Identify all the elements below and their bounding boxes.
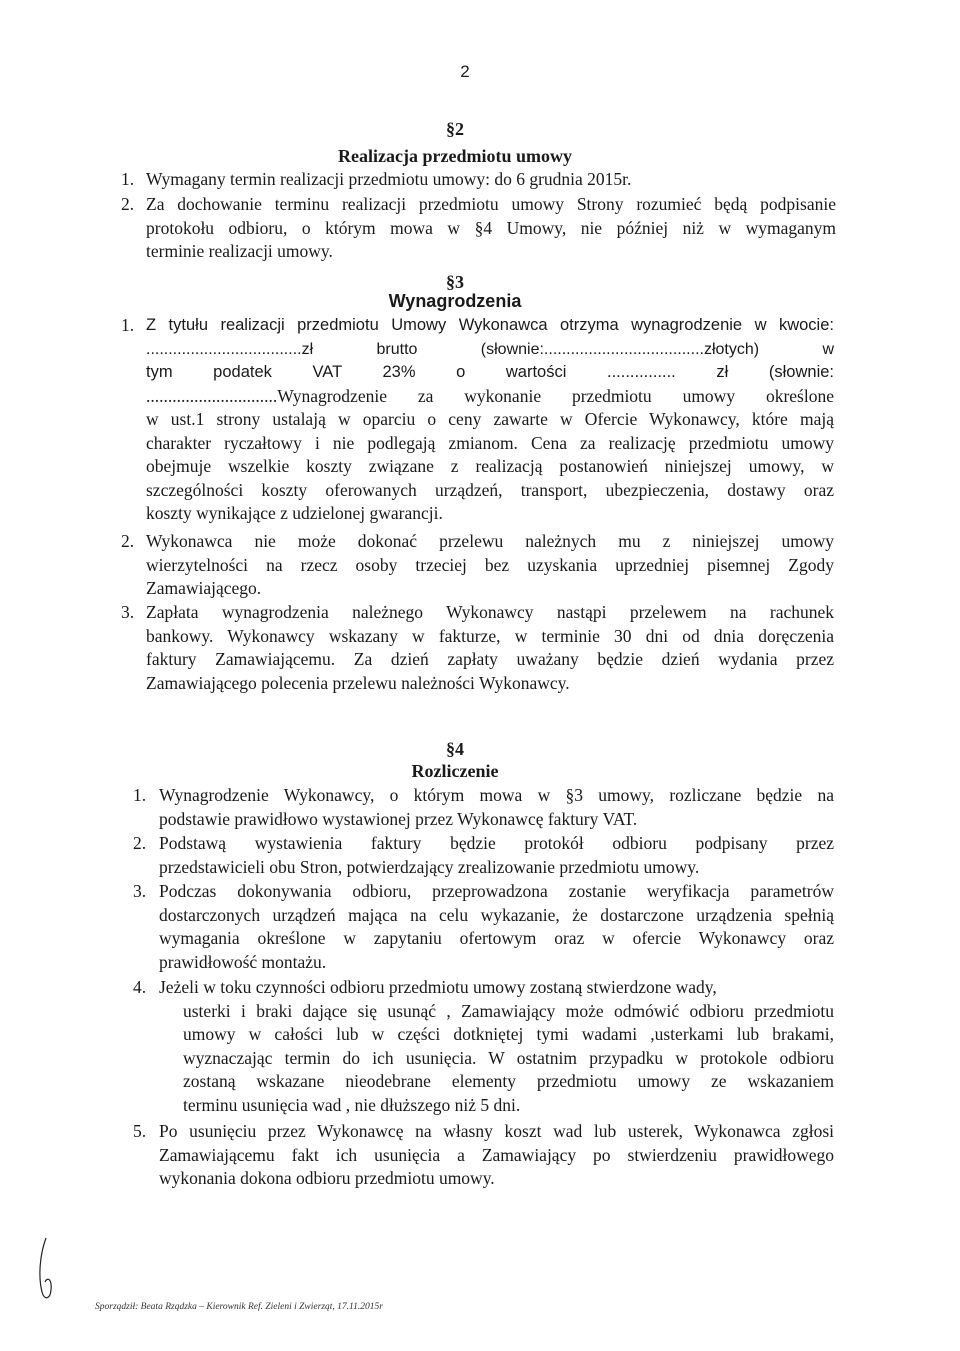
item-line: prawidłowość montażu.	[159, 951, 327, 972]
item-number: 2.	[121, 531, 135, 551]
item-line: terminu usunięcia wad , nie dłuższego niż 5 dni.	[183, 1094, 521, 1115]
item-number: 2.	[133, 833, 147, 853]
item-line: obejmuje wszelkie koszty związane z realizacją postanowień niniejszej umowy, w	[146, 456, 834, 476]
item-line: Podczas dokonywania odbioru, przeprowadzona zostanie weryfikacja parametrów	[159, 881, 834, 901]
item-line: Zapłata wynagrodzenia należnego Wykonawcy nastąpi przelewem na rachunek	[146, 602, 834, 622]
item-line: Zamawiającego.	[146, 578, 262, 598]
section-4-title: Rozliczenie	[411, 761, 499, 781]
item-number: 3.	[133, 881, 147, 901]
section-3-symbol: §3	[446, 272, 464, 292]
item-number: 3.	[121, 602, 135, 622]
item-line: wierzytelności na rzecz osoby trzeciej bez uzyskania uprzedniej pisemnej Zgody	[146, 554, 834, 575]
item-line: Zamawiającemu fakt ich usunięcia a Zamawiający po stwierdzeniu prawidłowego	[159, 1144, 834, 1165]
item-number: 1.	[121, 169, 135, 189]
page-number: 2	[460, 62, 470, 81]
item-line: Za dochowanie terminu realizacji przedmiotu umowy Strony rozumieć będą podpisanie	[146, 194, 836, 214]
item-line: w ust.1 strony ustalają w oparciu o ceny zawarte w Ofercie Wykonawcy, które mają	[146, 409, 834, 429]
item-line: zostaną wskazane nieodebrane elementy przedmiotu umowy ze wskazaniem	[183, 1071, 834, 1091]
item-line: Zamawiającego polecenia przelewu należności Wykonawcy.	[146, 672, 570, 693]
item-number: 1.	[121, 315, 135, 335]
section-2-symbol: §2	[446, 119, 464, 139]
item-line: koszty wynikające z udzielonej gwarancji.	[146, 503, 443, 523]
item-line: wyznaczając termin do ich usunięcia. W ostatnim przypadku w protokole odbioru	[183, 1047, 834, 1068]
item-line: podstawie prawidłowo wystawionej przez Wykonawcę faktury VAT.	[159, 808, 638, 829]
section-3-title: Wynagrodzenia	[388, 291, 522, 311]
item-line: przedstawicieli obu Stron, potwierdzający zrealizowanie przedmiotu umowy.	[159, 856, 700, 877]
item-line: ..............................Wynagrodzenie za wykonanie przedmiotu umowy określone	[146, 385, 834, 406]
item-line: ...................................zł brutto (słownie:....................................złotych) w	[146, 340, 834, 358]
item-line: Wynagrodzenie Wykonawcy, o którym mowa w §3 umowy, rozliczane będzie na	[159, 785, 834, 805]
item-line: Po usunięciu przez Wykonawcę na własny koszt wad lub usterek, Wykonawca zgłosi	[159, 1121, 834, 1141]
item-line: Jeżeli w toku czynności odbioru przedmiotu umowy zostaną stwierdzone wady,	[159, 977, 717, 997]
item-number: 5.	[133, 1121, 147, 1141]
section-4-symbol: §4	[446, 739, 464, 759]
item-line: faktury Zamawiającemu. Za dzień zapłaty uważany będzie dzień wydania przez	[146, 649, 834, 669]
item-line: wykonania dokona odbioru przedmiotu umowy.	[159, 1168, 495, 1188]
item-number: 2.	[121, 194, 135, 214]
item-line: protokołu odbioru, o którym mowa w §4 Umowy, nie później niż w wymaganym	[146, 217, 836, 238]
item-line: umowy w całości lub w części dotkniętej tymi wadami ,usterkami lub brakami,	[183, 1024, 834, 1044]
item-number: 4.	[133, 977, 147, 997]
item-line: usterki i braki dające się usunąć , Zamawiający może odmówić odbioru przedmiotu	[183, 1000, 834, 1021]
item-line: dostarczonych urządzeń mająca na celu wykazanie, że dostarczone urządzenia spełnią	[159, 904, 834, 925]
handwritten-initial-mark	[34, 1236, 58, 1306]
item-line: tym podatek VAT 23% o wartości ............... zł (słownie:	[146, 363, 834, 381]
footer-prepared-by: Sporządził: Beata Rządzka – Kierownik Ref. Zieleni i Zwierząt, 17.11.2015r	[95, 1302, 383, 1312]
item-line: Wykonawca nie może dokonać przelewu należnych mu z niniejszej umowy	[146, 531, 834, 551]
item-line: terminie realizacji umowy.	[146, 241, 333, 261]
section-2-title: Realizacja przedmiotu umowy	[338, 146, 572, 166]
item-line: Podstawą wystawienia faktury będzie protokół odbioru podpisany przez	[159, 833, 834, 853]
item-line: charakter ryczałtowy i nie podlegają zmianom. Cena za realizację przedmiotu umowy	[146, 432, 834, 453]
item-line: szczególności koszty oferowanych urządzeń, transport, ubezpieczenia, dostawy oraz	[146, 479, 834, 500]
item-line: Z tytułu realizacji przedmiotu Umowy Wykonawca otrzyma wynagrodzenie w kwocie:	[146, 316, 834, 334]
item-line: bankowy. Wykonawcy wskazany w fakturze, w terminie 30 dni od dnia doręczenia	[146, 625, 834, 646]
item-number: 1.	[133, 785, 147, 805]
item-line: wymagania określone w zapytaniu ofertowym oraz w ofercie Wykonawcy oraz	[159, 928, 834, 948]
item-line: Wymagany termin realizacji przedmiotu umowy: do 6 grudnia 2015r.	[146, 169, 632, 189]
